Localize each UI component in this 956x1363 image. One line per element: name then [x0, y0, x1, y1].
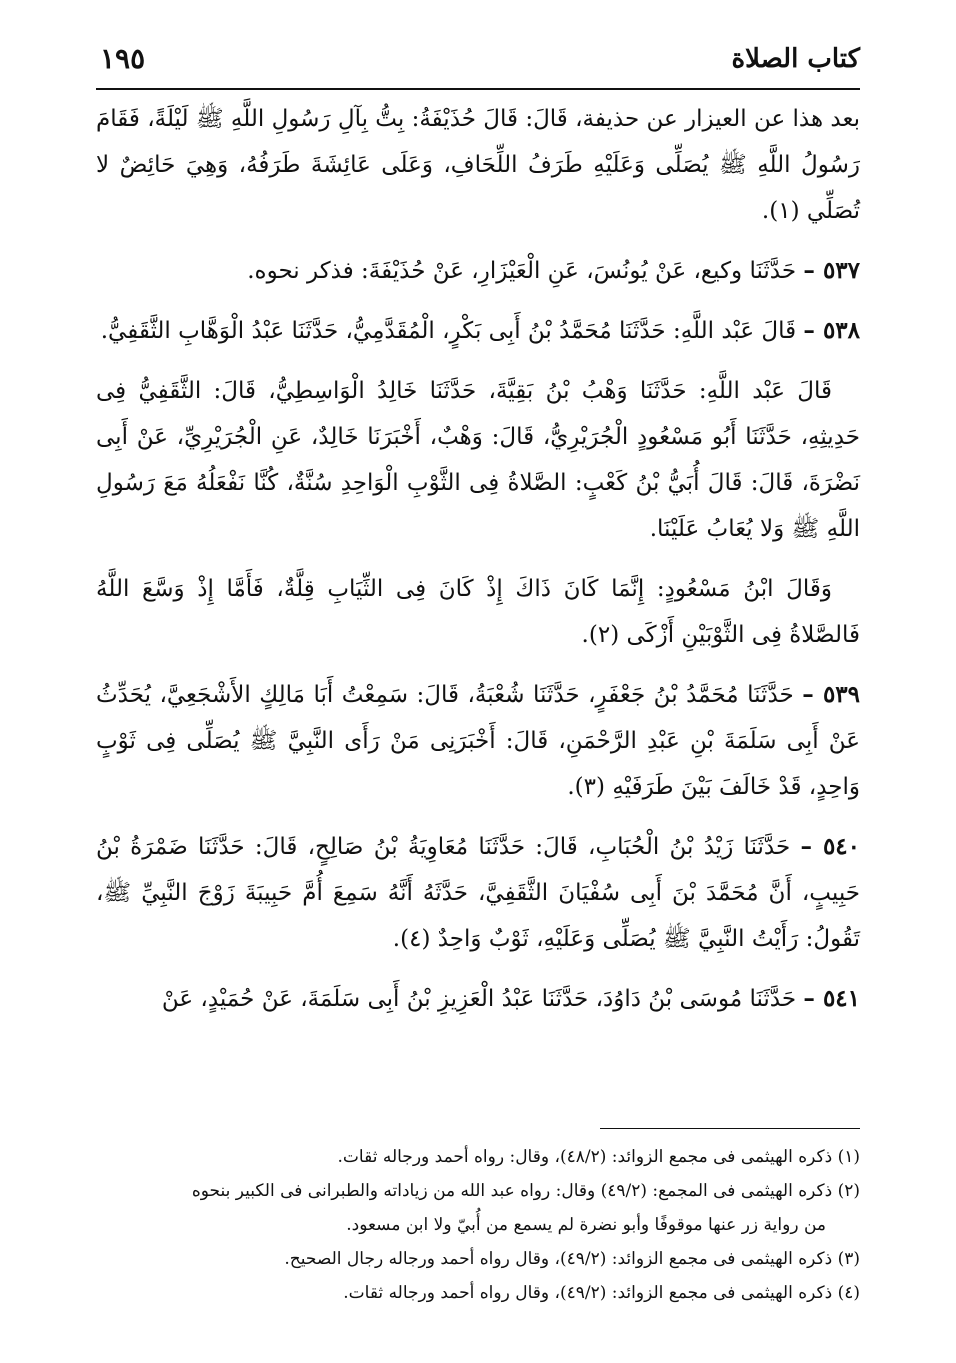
paragraph-continuation	[96, 96, 860, 234]
hadith-text: حَدَّثَنَا زَيْدُ بْنُ الْحُبَابِ، قَالَ: حَدَّثَنَا مُعَاوِيَةُ بْنُ صَالِحٍ، قَالَ: حَدَّثَنَا ضَمْرَةُ بْنُ حَبِيبٍ، أَنَّ مُحَمَّدَ بْنَ أَبِى سُفْيَانَ الثَّقَفِيَّ، حَدَّثَهُ أَنَّهُ سَمِعَ أُمَّ حَبِيبَةَ زَوْجَ النَّبِيِّ ﷺ، تَقُولُ: رَأَيْتُ النَّبِيَّ ﷺ يُصَلِّى وَعَلَيْهِ، ثَوْبٌ وَاحِدٌ (٤).	[96, 834, 860, 952]
hadith-number: ٥٣٩ –	[802, 681, 860, 708]
footnote-3	[96, 1242, 860, 1276]
hadith-number: ٥٤٠ –	[800, 833, 860, 860]
page-number: ١٩٥	[100, 42, 146, 75]
footnotes	[96, 1140, 860, 1310]
hadith-number: ٥٤١ –	[803, 985, 860, 1012]
hadith-537	[96, 248, 860, 294]
footnote-text: (٤) ذكره الهيثمى فى مجمع الزوائد: (٤٩/٢)، وقال رواه أحمد ورجاله ثقات.	[343, 1283, 860, 1303]
footnote-2	[96, 1174, 860, 1242]
hadith-539	[96, 672, 860, 810]
hadith-text: حَدَّثَنَا مُحَمَّدُ بْنُ جَعْفَرٍ، حَدَّثَنَا شُعْبَةُ، قَالَ: سَمِعْتُ أَبَا مَالِكٍ الأَشْجَعِيَّ، يُحَدِّثُ عَنْ أَبِى سَلَمَةَ بْنِ عَبْدِ الرَّحْمَنِ، قَالَ: أَخْبَرَنِى مَنْ رَأَى النَّبِيَّ ﷺ يُصَلِّى فِى ثَوْبٍ وَاحِدٍ، قَدْ خَالَفَ بَيْنَ طَرَفَيْهِ (٣).	[96, 682, 860, 800]
paragraph-text: بعد هذا عن العيزار عن حذيفة، قَالَ: قَالَ حُذَيْفَةُ: بِتُّ بِآلِ رَسُولِ اللَّهِ ﷺ لَيْلَةً، فَقَامَ رَسُولُ اللَّهِ ﷺ يُصَلِّى وَعَلَيْهِ طَرَفُ اللِّحَافِ، وَعَلَى عَائِشَةَ طَرَفُهُ، وَهِيَ حَائِضٌ لا تُصَلِّي (١).	[96, 106, 860, 224]
footnote-separator	[600, 1128, 860, 1129]
chapter-title: كتاب الصلاة	[731, 44, 860, 74]
footnote-4	[96, 1276, 860, 1310]
hadith-text: قَالَ عَبْد اللَّهِ: حَدَّثَنَا مُحَمَّدُ بْنُ أَبِى بَكْرٍ، الْمُقَدَّمِيُّ، حَدَّثَنَا عَبْدُ الْوَهَّابِ الثَّقَفِيُّ.	[100, 318, 797, 344]
paragraph-text: وَقَالَ ابْنُ مَسْعُودٍ: إِنَّمَا كَانَ ذَاكَ إِذْ كَانَ فِى الثِّيَابِ قِلَّةٌ، فَأَمَّا إِذْ وَسَّعَ اللَّهُ فَالصَّلاةُ فِى الثَّوْبَيْنِ أَزْكَى (٢).	[96, 576, 860, 648]
footnote-continuation: من رواية زر عنها موقوفًا وأبو نضرة لم يسمع من أُبيّ ولا ابن مسعود.	[346, 1215, 826, 1235]
footnote-text: (٣) ذكره الهيثمى فى مجمع الزوائد: (٤٩/٢)، وقال رواه أحمد ورجاله رجال الصحيح.	[284, 1249, 860, 1269]
hadith-number: ٥٣٨ –	[803, 317, 860, 344]
hadith-text: حَدَّثَنَا مُوسَى بْنُ دَاوُدَ، حَدَّثَنَا عَبْدُ الْعَزِيزِ بْنُ أَبِى سَلَمَةَ، عَنْ حُمَيْدٍ، عَنْ	[161, 986, 797, 1012]
paragraph	[96, 566, 860, 658]
page-header	[96, 38, 860, 90]
main-text	[96, 96, 860, 1036]
hadith-538	[96, 308, 860, 354]
footnote-text: (١) ذكره الهيثمى فى مجمع الزوائد: (٤٨/٢)، وقال: رواه أحمد ورجاله ثقات.	[337, 1147, 860, 1167]
paragraph-text: قَالَ عَبْد اللَّهِ: حَدَّثَنَا وَهْبُ بْنُ بَقِيَّةَ، حَدَّثَنَا خَالِدُ الْوَاسِطِيُّ، قَالَ: الثَّقَفِيُّ فِى حَدِيثِهِ، حَدَّثَنَا أَبُو مَسْعُودٍ الْجُرَيْرِيُّ، قَالَ: وَهْبٌ، أَخْبَرَنَا خَالِدٌ، عَنِ الْجُرَيْرِيِّ، عَنْ أَبِى نَضْرَةَ، قَالَ: قَالَ أُبَيُّ بْنُ كَعْبٍ: الصَّلاةُ فِى الثَّوْبِ الْوَاحِدِ سُنَّةٌ، كُنَّا نَفْعَلُهُ مَعَ رَسُولِ اللَّهِ ﷺ وَلا يُعَابُ عَلَيْنَا.	[96, 378, 860, 542]
hadith-540	[96, 824, 860, 962]
hadith-number: ٥٣٧ –	[803, 257, 860, 284]
footnote-1	[96, 1140, 860, 1174]
footnote-text: (٢) ذكره الهيثمى فى المجمع: (٤٩/٢) وقال: رواه عبد الله من زياداته والطبرانى فى الكبير بنحوه	[191, 1181, 860, 1201]
hadith-541	[96, 976, 860, 1022]
hadith-text: حَدَّثَنَا وكيع، عَنْ يُونُسَ، عَنِ الْعَيْزَارِ، عَنْ حُذَيْفَةَ: فذكر نحوه.	[247, 258, 797, 284]
paragraph	[96, 368, 860, 552]
